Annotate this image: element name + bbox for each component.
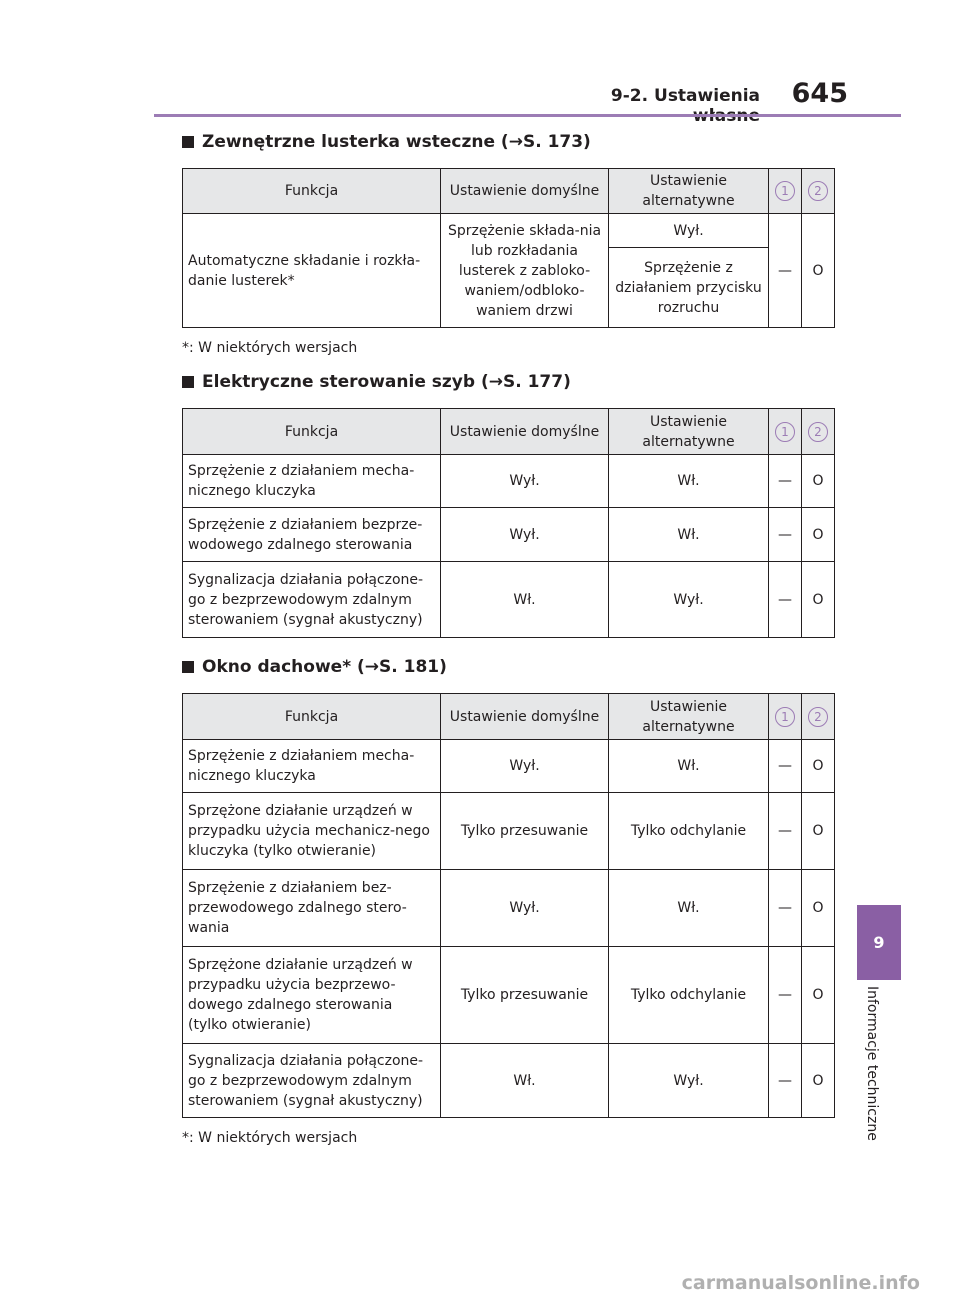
chapter-label: Informacje techniczne xyxy=(864,986,880,1141)
footnote: *: W niektórych wersjach xyxy=(182,340,358,356)
section-heading-windows xyxy=(182,372,571,392)
cell-c2: O xyxy=(802,562,835,638)
cell-function: Automatyczne składanie i rozkła-danie lusterek* xyxy=(183,214,441,328)
footnote: *: W niektórych wersjach xyxy=(182,1130,358,1146)
col-alternative: Ustawienie alternatywne xyxy=(609,694,769,740)
cell-alt: Wł. xyxy=(609,870,769,947)
col-1 xyxy=(769,169,802,214)
cell-function: Sprzężone działanie urządzeń w przypadku użycia bezprzewo-dowego zdalnego sterowania (tylko otwieranie) xyxy=(183,947,441,1044)
cell-alt: Wł. xyxy=(609,455,769,508)
section-heading-text: Elektryczne sterowanie szyb (→S. 177) xyxy=(202,372,571,392)
cell-function: Sprzężenie z działaniem mecha-nicznego kluczyka xyxy=(183,455,441,508)
watermark: carmanualsonline.info xyxy=(681,1272,920,1294)
cell-function: Sygnalizacja działania połączone-go z bezprzewodowym zdalnym sterowaniem (sygnał akustyczny) xyxy=(183,1044,441,1118)
col-2 xyxy=(802,694,835,740)
section-heading-mirrors xyxy=(182,132,591,152)
circled-2-icon: 2 xyxy=(808,707,828,727)
cell-default: Wł. xyxy=(441,562,609,638)
col-1 xyxy=(769,694,802,740)
cell-default: Wył. xyxy=(441,870,609,947)
circled-1-icon: 1 xyxy=(775,422,795,442)
bullet-square-icon xyxy=(182,376,194,388)
cell-c1: — xyxy=(769,947,802,1044)
cell-c2: O xyxy=(802,214,835,328)
cell-c1: — xyxy=(769,793,802,870)
cell-c2: O xyxy=(802,870,835,947)
section-heading-sunroof xyxy=(182,657,447,677)
cell-alt: Wł. xyxy=(609,508,769,562)
circled-2-icon: 2 xyxy=(808,181,828,201)
col-default: Ustawienie domyślne xyxy=(441,169,609,214)
cell-function: Sprzężone działanie urządzeń w przypadku użycia mechanicz-nego kluczyka (tylko otwieranie) xyxy=(183,793,441,870)
table-sunroof xyxy=(182,693,835,1118)
col-1 xyxy=(769,409,802,455)
table-row xyxy=(183,870,835,947)
table-row xyxy=(183,740,835,793)
cell-c1: — xyxy=(769,214,802,328)
circled-1-icon: 1 xyxy=(775,707,795,727)
cell-alt: Tylko odchylanie xyxy=(609,793,769,870)
bullet-square-icon xyxy=(182,661,194,673)
cell-default: Wył. xyxy=(441,455,609,508)
cell-function: Sygnalizacja działania połączone-go z bezprzewodowym zdalnym sterowaniem (sygnał akustyczny) xyxy=(183,562,441,638)
cell-c1: — xyxy=(769,740,802,793)
cell-default: Sprzężenie składa-nia lub rozkładania lusterek z zabloko-waniem/odbloko-waniem drzwi xyxy=(441,214,609,328)
col-2 xyxy=(802,169,835,214)
cell-default: Tylko przesuwanie xyxy=(441,947,609,1044)
col-default: Ustawienie domyślne xyxy=(441,694,609,740)
cell-c1: — xyxy=(769,870,802,947)
col-function: Funkcja xyxy=(183,409,441,455)
col-alternative: Ustawienie alternatywne xyxy=(609,409,769,455)
bullet-square-icon xyxy=(182,136,194,148)
chapter-tab: 9 xyxy=(857,905,901,980)
cell-alt: Wył. xyxy=(609,562,769,638)
col-alternative: Ustawienie alternatywne xyxy=(609,169,769,214)
table-windows xyxy=(182,408,835,638)
cell-default: Tylko przesuwanie xyxy=(441,793,609,870)
cell-c1: — xyxy=(769,455,802,508)
col-function: Funkcja xyxy=(183,694,441,740)
cell-function: Sprzężenie z działaniem bez-przewodowego zdalnego stero-wania xyxy=(183,870,441,947)
circled-2-icon: 2 xyxy=(808,422,828,442)
cell-c2: O xyxy=(802,947,835,1044)
page-header xyxy=(0,0,960,116)
cell-alt-1: Wył. xyxy=(609,214,769,248)
cell-function: Sprzężenie z działaniem mecha-nicznego kluczyka xyxy=(183,740,441,793)
table-row xyxy=(183,562,835,638)
cell-alt: Wł. xyxy=(609,740,769,793)
table-row xyxy=(183,1044,835,1118)
cell-default: Wył. xyxy=(441,508,609,562)
table-row xyxy=(183,793,835,870)
col-2 xyxy=(802,409,835,455)
cell-c1: — xyxy=(769,508,802,562)
cell-c2: O xyxy=(802,793,835,870)
cell-c2: O xyxy=(802,1044,835,1118)
col-function: Funkcja xyxy=(183,169,441,214)
cell-c2: O xyxy=(802,455,835,508)
cell-alt-2: Sprzężenie z działaniem przycisku rozruchu xyxy=(609,248,769,328)
circled-1-icon: 1 xyxy=(775,181,795,201)
cell-default: Wł. xyxy=(441,1044,609,1118)
section-title: 9-2. Ustawienia xyxy=(610,86,760,106)
cell-c1: — xyxy=(769,562,802,638)
header-rule xyxy=(154,114,901,117)
table-row xyxy=(183,508,835,562)
cell-function: Sprzężenie z działaniem bezprze-wodowego zdalnego sterowania xyxy=(183,508,441,562)
cell-c1: — xyxy=(769,1044,802,1118)
table-row xyxy=(183,214,835,248)
section-heading-text: Zewnętrzne lusterka wsteczne (→S. 173) xyxy=(202,132,591,152)
table-header-row xyxy=(183,169,835,214)
cell-alt: Tylko odchylanie xyxy=(609,947,769,1044)
page-number: 645 xyxy=(791,78,848,109)
col-default: Ustawienie domyślne xyxy=(441,409,609,455)
table-header-row xyxy=(183,409,835,455)
cell-c2: O xyxy=(802,740,835,793)
section-heading-text: Okno dachowe* (→S. 181) xyxy=(202,657,447,677)
table-row xyxy=(183,947,835,1044)
table-header-row xyxy=(183,694,835,740)
cell-c2: O xyxy=(802,508,835,562)
table-mirrors xyxy=(182,168,835,328)
cell-default: Wył. xyxy=(441,740,609,793)
table-row xyxy=(183,455,835,508)
cell-alt: Wył. xyxy=(609,1044,769,1118)
